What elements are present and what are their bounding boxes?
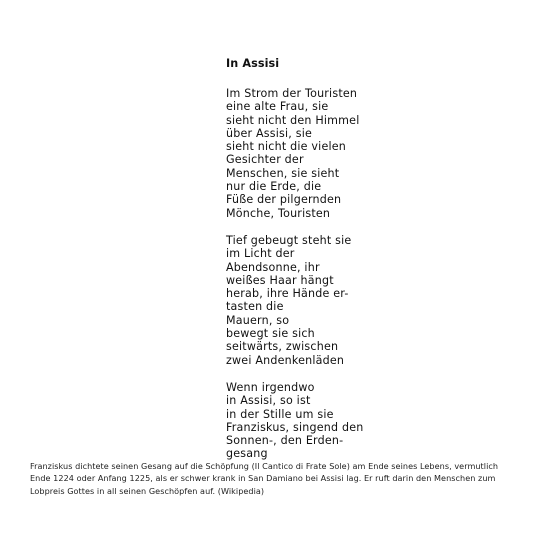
poem-line: Füße der pilgernden [226,193,342,207]
poem-line: gesang [226,447,268,461]
poem-line: Wenn irgendwo [226,380,315,394]
stanza-3 [226,381,526,461]
footnote-line: Ende 1224 oder Anfang 1225, als er schwer krank in San Damiano bei Assisi lag. Er ruft darin den Menschen zum [30,473,496,484]
poem-line: Abendsonne, ihr [226,260,320,274]
footnote-line: Lobpreis Gottes in all seinen Geschöpfen auf. (Wikipedia) [30,485,265,496]
poem-line: im Licht der [226,247,295,261]
poem-line: tasten die [226,300,284,314]
poem-line: sieht nicht die vielen [226,140,347,154]
poem-line: Tief gebeugt steht sie [226,233,352,247]
poem-line: weißes Haar hängt [226,273,334,287]
stanza-1 [226,87,526,220]
poem-line: Menschen, sie sieht [226,166,340,180]
footnote [30,460,520,497]
poem-line: Mönche, Touristen [226,206,331,220]
poem-line: in der Stille um sie [226,407,334,421]
footnote-line: Franziskus dichtete seinen Gesang auf die Schöpfung (Il Cantico di Frate Sole) am Ende seines Lebens, vermutlich [30,461,499,471]
poem-line: in Assisi, so ist [226,394,311,408]
poem-line: Gesichter der [226,153,304,167]
poem-line: seitwärts, zwischen [226,340,339,354]
poem-line: bewegt sie sich [226,327,315,341]
poem-line: Mauern, so [226,313,290,327]
poem-line: zwei Andenkenläden [226,353,345,367]
poem-line: herab, ihre Hände er- [226,287,349,301]
poem-line: Sonnen-, den Erden- [226,434,344,448]
poem-line: Franziskus, singend den [226,420,364,434]
poem-line: sieht nicht den Himmel [226,113,360,127]
poem-line: über Assisi, sie [226,126,313,140]
poem-line: eine alte Frau, sie [226,100,329,114]
poem-line: nur die Erde, die [226,180,322,194]
poem [226,57,526,475]
poem-line: Im Strom der Touristen [226,87,358,100]
poem-title: In Assisi [226,57,280,70]
stanza-2 [226,234,526,367]
